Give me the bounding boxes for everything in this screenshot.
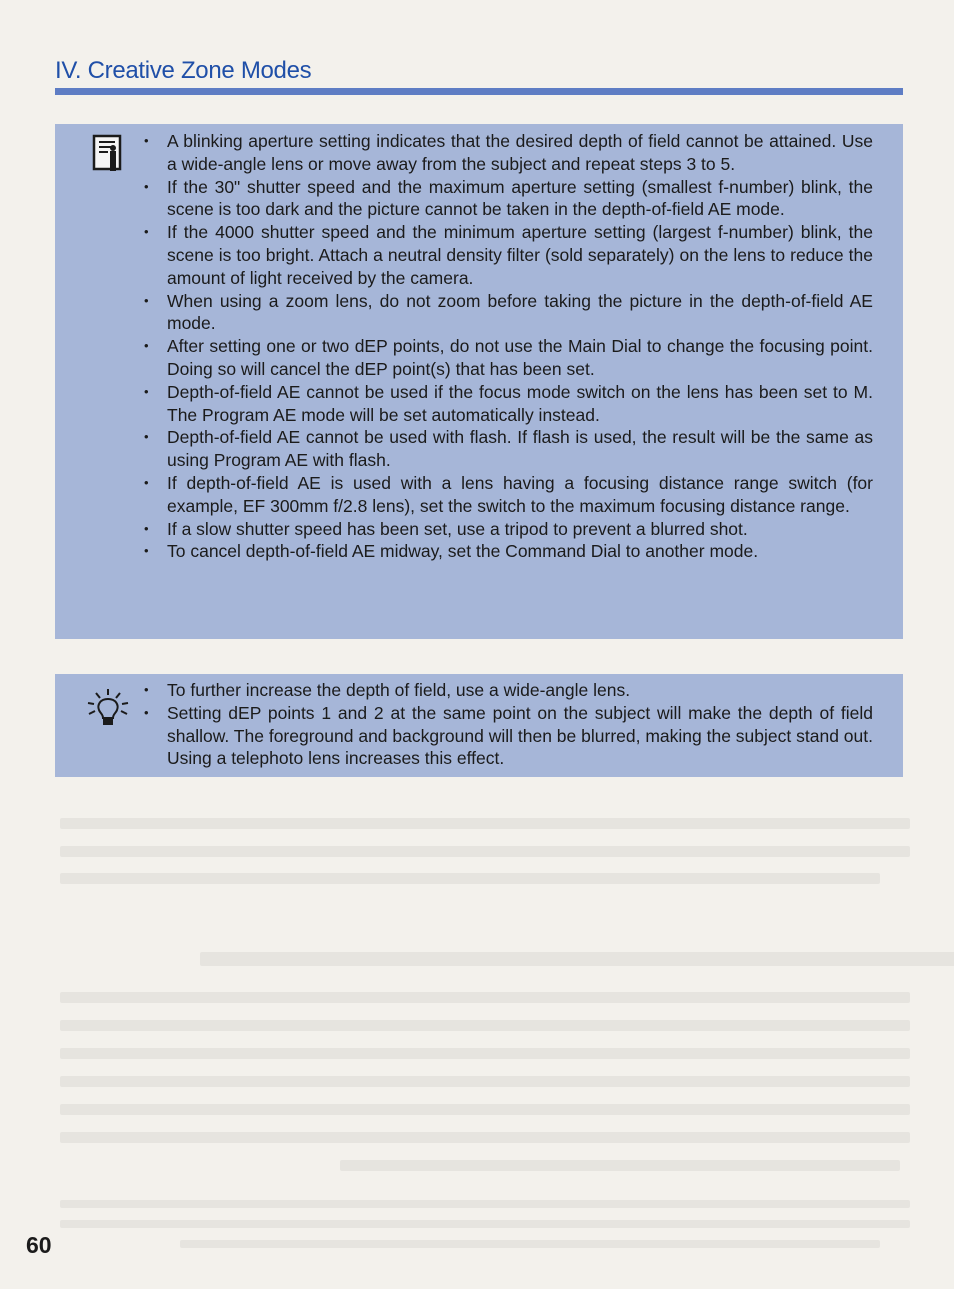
page-number: 60 — [26, 1232, 52, 1258]
bleed-through-line — [60, 992, 910, 1003]
list-item: • If the 4000 shutter speed and the minimum aperture setting (largest f-number) blink, the scene is too bright. Attach a neutral density filter (sold separately) on the lens to reduce the amount of light received by the camera. — [167, 221, 873, 289]
list-item: • If depth-of-field AE is used with a lens having a focusing distance range switch (for example, EF 300mm f/2.8 lens), set the switch to the maximum focusing distance range. — [167, 472, 873, 518]
tips-box — [55, 674, 903, 777]
list-item: • To cancel depth-of-field AE midway, set the Command Dial to another mode. — [167, 540, 873, 563]
caution-notes-box — [55, 124, 903, 639]
bleed-through-line — [60, 818, 910, 829]
bleed-through-line — [60, 1076, 910, 1087]
bleed-through-line — [180, 1240, 880, 1248]
bleed-through-line — [60, 873, 880, 884]
caution-note-icon — [92, 134, 122, 179]
bleed-through-line — [200, 952, 954, 966]
bleed-through-line — [340, 1160, 900, 1171]
bleed-through-line — [60, 1020, 910, 1031]
list-item: • Depth-of-field AE cannot be used with flash. If flash is used, the result will be the same as using Program AE with flash. — [167, 426, 873, 472]
list-item: • Depth-of-field AE cannot be used if the focus mode switch on the lens has been set to M. The Program AE mode will be set automatically instead. — [167, 381, 873, 427]
bleed-through-line — [60, 1132, 910, 1143]
title-rule — [55, 88, 903, 95]
bleed-through-line — [60, 1200, 910, 1208]
tips-list — [167, 679, 873, 770]
bleed-through-line — [60, 1048, 910, 1059]
lightbulb-tip-icon — [86, 688, 130, 733]
page-header — [55, 56, 903, 95]
list-item: • If the 30" shutter speed and the maximum aperture setting (smallest f-number) blink, the scene is too dark and the picture cannot be taken in the depth-of-field AE mode. — [167, 176, 873, 222]
caution-list — [167, 130, 873, 563]
section-title: IV. Creative Zone Modes — [55, 57, 312, 84]
list-item: • Setting dEP points 1 and 2 at the same point on the subject will make the depth of field shallow. The foreground and background will then be blurred, making the subject stand out. Using a telephoto lens increases this effect. — [167, 702, 873, 770]
bleed-through-line — [60, 1104, 910, 1115]
bleed-through-line — [60, 1220, 910, 1228]
list-item: • If a slow shutter speed has been set, use a tripod to prevent a blurred shot. — [167, 518, 873, 541]
bleed-through-line — [60, 846, 910, 857]
list-item: • A blinking aperture setting indicates that the desired depth of field cannot be attained. Use a wide-angle lens or move away from the subject and repeat steps 3 to 5. — [167, 130, 873, 176]
list-item: • When using a zoom lens, do not zoom before taking the picture in the depth-of-field AE mode. — [167, 290, 873, 336]
list-item: • After setting one or two dEP points, do not use the Main Dial to change the focusing point. Doing so will cancel the dEP point(s) that has been set. — [167, 335, 873, 381]
list-item: • To further increase the depth of field, use a wide-angle lens. — [167, 679, 873, 702]
